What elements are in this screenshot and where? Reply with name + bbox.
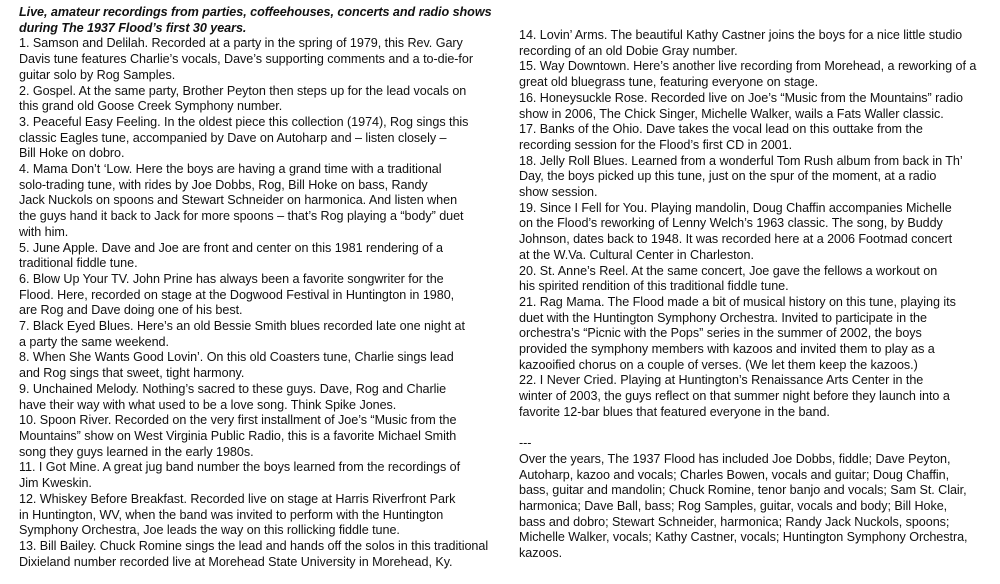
track-line: 4. Mama Don’t ‘Low. Here the boys are having a grand time with a traditional (19, 162, 442, 177)
track-line: a party the same weekend. (19, 334, 169, 349)
track-line: 10. Spoon River. Recorded on the very first installment of Joe’s “Music from the (19, 413, 457, 428)
track-line: orchestra’s “Picnic with the Pops” series in the summer of 2002, the boys (519, 326, 922, 341)
track-line: Johnson, dates back to 1948. It was recorded here at a 2006 Footmad concert (519, 232, 953, 247)
track-line: Dixieland number recorded live at Morehead State University in Morehead, Ky. (19, 554, 453, 569)
track-line: and Rog sings that sweet, tight harmony. (19, 366, 245, 381)
track-line: 6. Blow Up Your TV. John Prine has always been a favorite songwriter for the (19, 271, 444, 286)
track-line: 5. June Apple. Dave and Joe are front and center on this 1981 rendering of a (19, 240, 443, 255)
track-line: on the Flood’s reworking of Lenny Welch’s 1963 classic. The song, by Buddy (519, 216, 943, 231)
track-line: are Rog and Dave doing one of his best. (19, 303, 243, 318)
track-line: 16. Honeysuckle Rose. Recorded live on Joe’s “Music from the Mountains” radio (519, 90, 963, 105)
track-line: provided the symphony members with kazoos and invited them to play as a (519, 342, 935, 357)
track-line: 8. When She Wants Good Lovin’. On this old Coasters tune, Charlie sings lead (19, 350, 454, 365)
track-line: 18. Jelly Roll Blues. Learned from a wonderful Tom Rush album from back in Th’ (519, 153, 963, 168)
track-line: Davis tune features Charlie’s vocals, Dave’s supporting comments and a to-die-for (19, 52, 473, 67)
blank-line (519, 421, 989, 437)
separator: --- (519, 436, 532, 451)
credits-line: kazoos. (519, 546, 563, 561)
track-line: duet with the Huntington Symphony Orchestra. Invited to participate in the (519, 310, 927, 325)
track-line: 9. Unchained Melody. Nothing’s sacred to these guys. Dave, Rog and Charlie (19, 381, 447, 396)
track-line: 13. Bill Bailey. Chuck Romine sings the lead and hands off the solos in this traditional (19, 538, 489, 553)
track-line: 20. St. Anne’s Reel. At the same concert, Joe gave the fellows a workout on (519, 263, 938, 278)
track-line: 17. Banks of the Ohio. Dave takes the vocal lead on this outtake from the (519, 122, 923, 137)
credits-line: Autoharp, kazoo and vocals; Charles Bowen, vocals and guitar; Doug Chaffin, (519, 467, 950, 482)
track-line: guitar solo by Rog Samples. (19, 67, 176, 82)
track-line: Jim Kweskin. (19, 476, 92, 491)
credits-line: Over the years, The 1937 Flood has included Joe Dobbs, fiddle; Dave Peyton, (519, 451, 951, 466)
track-line: 7. Black Eyed Blues. Here’s an old Bessie Smith blues recorded late one night at (19, 319, 465, 334)
track-line: have their way with what used to be a love song. Think Spike Jones. (19, 397, 397, 412)
track-line: Flood. Here, recorded on stage at the Dogwood Festival in Huntington in 1980, (19, 287, 455, 302)
credits-line: harmonica; Dave Ball, bass; Rog Samples, guitar, vocals and body; Bill Hoke, (519, 499, 948, 514)
track-line: winter of 2003, the guys reflect on that summer night before they launch into a (519, 389, 950, 404)
heading-line-1: Live, amateur recordings from parties, coffeehouses, concerts and radio shows (19, 5, 492, 19)
track-line: this grand old Goose Creek Symphony number. (19, 99, 283, 114)
track-line: 11. I Got Mine. A great jug band number the boys learned from the recordings of (19, 460, 461, 475)
track-line: solo-trading tune, with rides by Joe Dobbs, Rog, Bill Hoke on bass, Randy (19, 177, 428, 192)
track-line: his spirited rendition of this traditional fiddle tune. (519, 279, 789, 294)
track-line: kazooified chorus on a couple of verses. (We let them keep the kazoos.) (519, 357, 918, 372)
track-line: classic Eagles tune, accompanied by Dave on Autoharp and – listen closely – (19, 130, 447, 145)
track-line: 3. Peaceful Easy Feeling. In the oldest piece this collection (1974), Rog sings this (19, 114, 469, 129)
left-column (19, 5, 503, 570)
track-line: 22. I Never Cried. Playing at Huntington’s Renaissance Arts Center in the (519, 373, 924, 388)
track-line: Day, the boys picked up this tune, just on the spur of the moment, at a radio (519, 169, 937, 184)
credits-line: bass, guitar and mandolin; Chuck Romine, tenor banjo and vocals; Sam St. Clair, (519, 483, 967, 498)
track-line: 1. Samson and Delilah. Recorded at a party in the spring of 1979, this Rev. Gary (19, 36, 463, 51)
track-line: show in 2006, The Chick Singer, Michelle Walker, wails a Fats Waller classic. (519, 106, 944, 121)
track-line: 12. Whiskey Before Breakfast. Recorded live on stage at Harris Riverfront Park (19, 491, 456, 506)
track-line: the guys hand it back to Jack for more spoons – that’s Rog playing a “body” duet (19, 209, 464, 224)
track-line: song they guys learned in the early 1980s. (19, 444, 254, 459)
track-line: 15. Way Downtown. Here’s another live recording from Morehead, a reworking of a (519, 59, 977, 74)
track-line: Jack Nuckols on spoons and Stewart Schneider on harmonica. And listen when (19, 193, 458, 208)
track-line: great old bluegrass tune, featuring everyone on stage. (519, 75, 819, 90)
right-column (519, 28, 989, 562)
track-line: 19. Since I Fell for You. Playing mandolin, Doug Chaffin accompanies Michelle (519, 200, 952, 215)
track-line: Mountains” show on West Virginia Public Radio, this is a favorite Michael Smith (19, 428, 457, 443)
track-line: 2. Gospel. At the same party, Brother Peyton then steps up for the lead vocals on (19, 83, 467, 98)
track-line: at the W.Va. Cultural Center in Charleston. (519, 247, 754, 262)
heading-line-2: during The 1937 Flood’s first 30 years. (19, 20, 247, 35)
track-line: recording of an old Dobie Gray number. (519, 43, 738, 58)
credits-line: Michelle Walker, vocals; Kathy Castner, vocals; Huntington Symphony Orchestra, (519, 530, 968, 545)
track-line: show session. (519, 185, 598, 200)
credits-line: bass and dobro; Stewart Schneider, harmonica; Randy Jack Nuckols, spoons; (519, 514, 950, 529)
track-line: 21. Rag Mama. The Flood made a bit of musical history on this tune, playing its (519, 294, 956, 309)
track-line: in Huntington, WV, when the band was invited to perform with the Huntington (19, 507, 444, 522)
track-line: 14. Lovin’ Arms. The beautiful Kathy Castner joins the boys for a nice little studio (519, 28, 963, 42)
track-line: recording session for the Flood’s first CD in 2001. (519, 137, 793, 152)
track-line: Symphony Orchestra, Joe leads the way on this rollicking fiddle tune. (19, 523, 400, 538)
track-line: traditional fiddle tune. (19, 256, 138, 271)
track-line: with him. (19, 224, 69, 239)
track-line: Bill Hoke on dobro. (19, 146, 125, 161)
track-line: favorite 12-bar blues that featured everyone in the band. (519, 404, 830, 419)
